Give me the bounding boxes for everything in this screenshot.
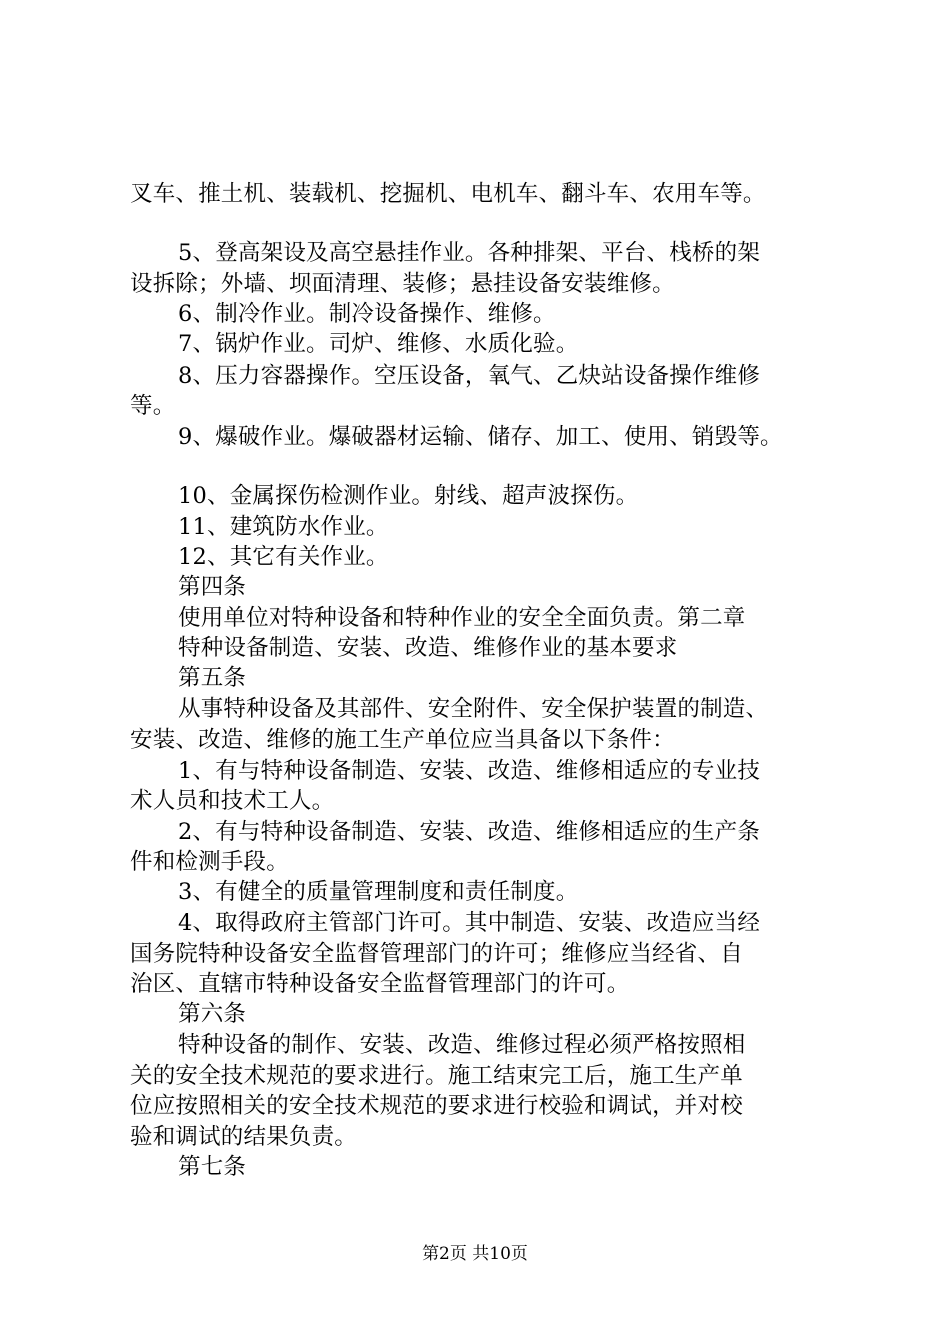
text-line: 8、压力容器操作。空压设备，氧气、乙炔站设备操作维修 xyxy=(178,363,761,389)
text-line: 位应按照相关的安全技术规范的要求进行校验和调试，并对校 xyxy=(130,1093,743,1119)
article-heading: 第七条 xyxy=(178,1154,247,1180)
text-line: 7、锅炉作业。司炉、维修、水质化验。 xyxy=(178,331,579,357)
text-line: 使用单位对特种设备和特种作业的安全全面负责。第二章 xyxy=(178,605,746,631)
text-line: 5、登高架设及高空悬挂作业。各种排架、平台、栈桥的架 xyxy=(178,240,761,266)
text-line: 4、取得政府主管部门许可。其中制造、安装、改造应当经 xyxy=(178,910,761,936)
text-line: 设拆除；外墙、坝面清理、装修；悬挂设备安装维修。 xyxy=(130,271,675,297)
text-line: 国务院特种设备安全监督管理部门的许可；维修应当经省、自 xyxy=(130,941,743,967)
text-line: 3、有健全的质量管理制度和责任制度。 xyxy=(178,879,579,905)
text-line: 验和调试的结果负责。 xyxy=(130,1124,358,1150)
text-line: 1、有与特种设备制造、安装、改造、维修相适应的专业技 xyxy=(178,758,761,784)
text-line: 6、制冷作业。制冷设备操作、维修。 xyxy=(178,301,556,327)
text-line: 安装、改造、维修的施工生产单位应当具备以下条件： xyxy=(130,727,675,753)
chapter-title: 特种设备制造、安装、改造、维修作业的基本要求 xyxy=(178,635,678,661)
text-line: 关的安全技术规范的要求进行。施工结束完工后，施工生产单 xyxy=(130,1063,743,1089)
article-heading: 第六条 xyxy=(178,1001,247,1027)
text-line: 特种设备的制作、安装、改造、维修过程必须严格按照相 xyxy=(178,1032,746,1058)
text-line: 从事特种设备及其部件、安全附件、安全保护装置的制造、 xyxy=(178,696,769,722)
article-heading: 第五条 xyxy=(178,665,247,691)
text-line: 2、有与特种设备制造、安装、改造、维修相适应的生产条 xyxy=(178,819,761,845)
text-line: 叉车、推土机、装载机、挖掘机、电机车、翻斗车、农用车等。 xyxy=(130,181,766,207)
text-line: 件和检测手段。 xyxy=(130,849,289,875)
text-line: 等。 xyxy=(130,393,176,419)
text-line: 术人员和技术工人。 xyxy=(130,788,335,814)
text-line: 治区、直辖市特种设备安全监督管理部门的许可。 xyxy=(130,971,630,997)
text-line: 11、建筑防水作业。 xyxy=(178,514,389,540)
text-line: 10、金属探伤检测作业。射线、超声波探伤。 xyxy=(178,483,639,509)
article-heading: 第四条 xyxy=(178,574,247,600)
text-line: 12、其它有关作业。 xyxy=(178,544,389,570)
page-number-footer: 第2页 共10页 xyxy=(422,1244,528,1264)
text-line: 9、爆破作业。爆破器材运输、储存、加工、使用、销毁等。 xyxy=(178,424,783,450)
